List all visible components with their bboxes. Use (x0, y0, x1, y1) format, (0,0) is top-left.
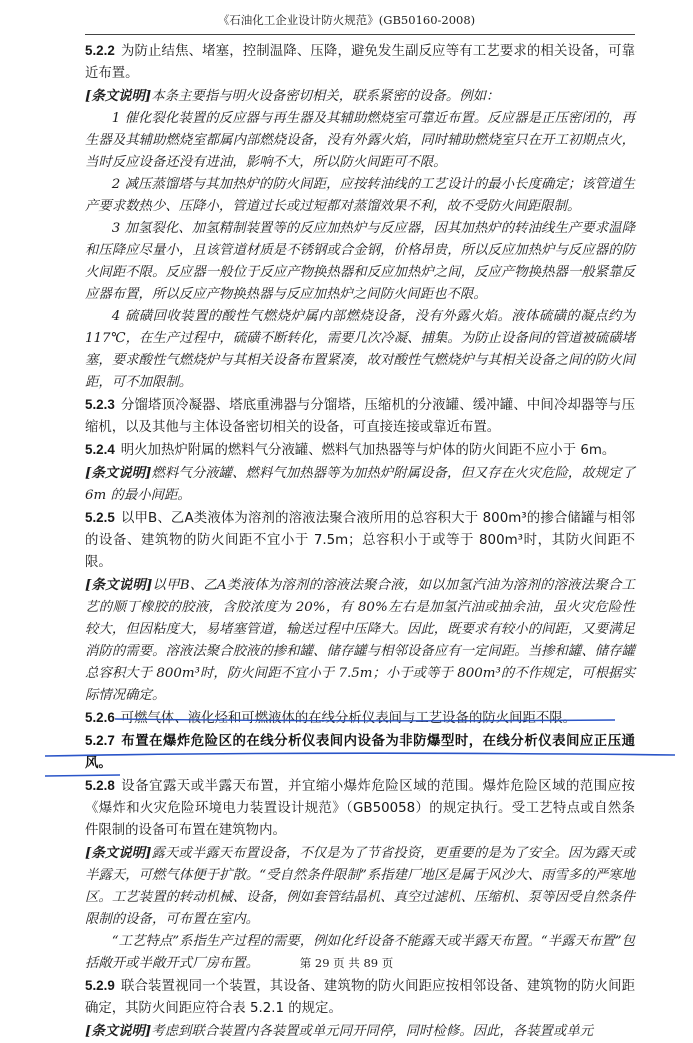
header-rule (85, 34, 635, 35)
explanation-5-2-8: [条文说明]露天或半露天布置设备，不仅是为了节省投资，更重要的是为了安全。因为露天或半露天，可燃气体便于扩散。“受自然条件限制”系指建厂地区是属于风沙大、雨雪多的严寒地区。工艺装置的转动机械、设备，例如套管结晶机、真空过滤机、压缩机、泵等因受自然条件限制的设备，可布置在室内。 (85, 845, 636, 927)
explanation-item-3: 3 加氢裂化、加氢精制装置等的反应加热炉与反应器，因其加热炉的转油线生产要求温降和压降应尽量小，且该管道材质是不锈钢或合金钢，价格昂贵，所以反应加热炉与反应器的防火间距不限。反应器一般位于反应产物换热器和反应加热炉之间，反应产物换热器一般紧靠反应器布置，所以反应产物换热器与反应加热炉之间防火间距也不限。 (85, 221, 635, 302)
clause-5-2-5: 5.2.5 以甲B、乙A类液体为溶剂的溶液法聚合液所用的总容积大于 800m³的掺合储罐与相邻的设备、建筑物的防火间距不宜小于 7.5m；总容积小于或等于 800m³时，其防火间距不限。 (85, 510, 635, 570)
explanation-item-process: “工艺特点”系指生产过程的需要，例如化纤设备不能露天或半露天布置。“半露天布置”包括敞开或半敞开式厂房布置。 (85, 934, 635, 971)
explanation-5-2-5: [条文说明]以甲B、乙A类液体为溶剂的溶液法聚合液，如以加氢汽油为溶剂的溶液法聚合工艺的顺丁橡胶的胶液，含胶浓度为 20%，有 80%左右是加氢汽油或抽余油，虽火灾危险性较大，但因粘度大，易堵塞管道，输送过程中压降大。因此，既要求有较小的间距，又要满足消防的需要。溶液法聚合胶液的掺和罐、储存罐与相邻设备应有一定间距。当掺和罐、储存罐总容积大于 800m³时，防火间距不宜小于 7.5m；小于或等于 800m³的不作规定，可根据实际情况确定。 (85, 577, 635, 703)
document-body (85, 40, 635, 1043)
explanation-item-4: 4 硫磺回收装置的酸性气燃烧炉属内部燃烧设备，没有外露火焰。液体硫磺的凝点约为 117℃，在生产过程中，硫磺不断转化，需要几次冷凝、捕集。为防止设备间的管道被硫磺堵塞，要求酸性气燃烧炉与其相关设备布置紧凑，故对酸性气燃烧炉与其相关设备之间的防火间距，可不加限制。 (85, 309, 635, 390)
explanation-5-2-9: [条文说明]考虑到联合装置内各装置或单元同开同停，同时检修。因此，各装置或单元 (85, 1023, 594, 1039)
clause-5-2-2: 5.2.2 为防止结焦、堵塞，控制温降、压降，避免发生副反应等有工艺要求的相关设备，可靠近布置。 (85, 43, 635, 81)
clause-5-2-6: 5.2.6 可燃气体、液化烃和可燃液体的在线分析仪表间与工艺设备的防火间距不限。 (85, 710, 577, 726)
explanation-item-2: 2 减压蒸馏塔与其加热炉的防火间距，应按转油线的工艺设计的最小长度确定；该管道生产要求数热少、压降小，管道过长或过短都对蒸馏效果不利，故不受防火间距限制。 (85, 177, 635, 214)
page-header: 《石油化工企业设计防火规范》(GB50160-2008) (217, 13, 476, 27)
explanation-5-2-2: [条文说明]本条主要指与明火设备密切相关，联系紧密的设备。例如： (85, 88, 500, 104)
clause-5-2-4: 5.2.4 明火加热炉附属的燃料气分液罐、燃料气加热器等与炉体的防火间距不应小于 6m。 (85, 442, 616, 458)
clause-5-2-9: 5.2.9 联合装置视同一个装置，其设备、建筑物的防火间距应按相邻设备、建筑物的防火间距确定，其防火间距应符合表 5.2.1 的规定。 (85, 978, 635, 1016)
clause-5-2-3: 5.2.3 分馏塔顶冷凝器、塔底重沸器与分馏塔，压缩机的分液罐、缓冲罐、中间冷却器等与压缩机，以及其他与主体设备密切相关的设备，可直接连接或靠近布置。 (85, 397, 635, 435)
clause-5-2-7: 5.2.7 布置在爆炸危险区的在线分析仪表间内设备为非防爆型时，在线分析仪表间应正压通风。 (85, 733, 635, 771)
explanation-item-1: 1 催化裂化装置的反应器与再生器及其辅助燃烧室可靠近布置。反应器是正压密闭的，再生器及其辅助燃烧室都属内部燃烧设备，没有外露火焰，同时辅助燃烧室只在开工初期点火，当时反应设备还没有进油，影响不大，所以防火间距可不限。 (85, 111, 635, 170)
explanation-5-2-4: [条文说明]燃料气分液罐、燃料气加热器等为加热炉附属设备，但又存在火灾危险，故规定了 6m 的最小间距。 (85, 465, 636, 503)
clause-5-2-8: 5.2.8 设备宜露天或半露天布置，并宜缩小爆炸危险区域的范围。爆炸危险区域的范围应按《爆炸和火灾危险环境电力装置设计规范》（GB50058）的规定执行。受工艺特点或自然条件限制的设备可布置在建筑物内。 (85, 778, 635, 838)
page-footer: 第 29 页 共 89 页 (299, 956, 394, 970)
